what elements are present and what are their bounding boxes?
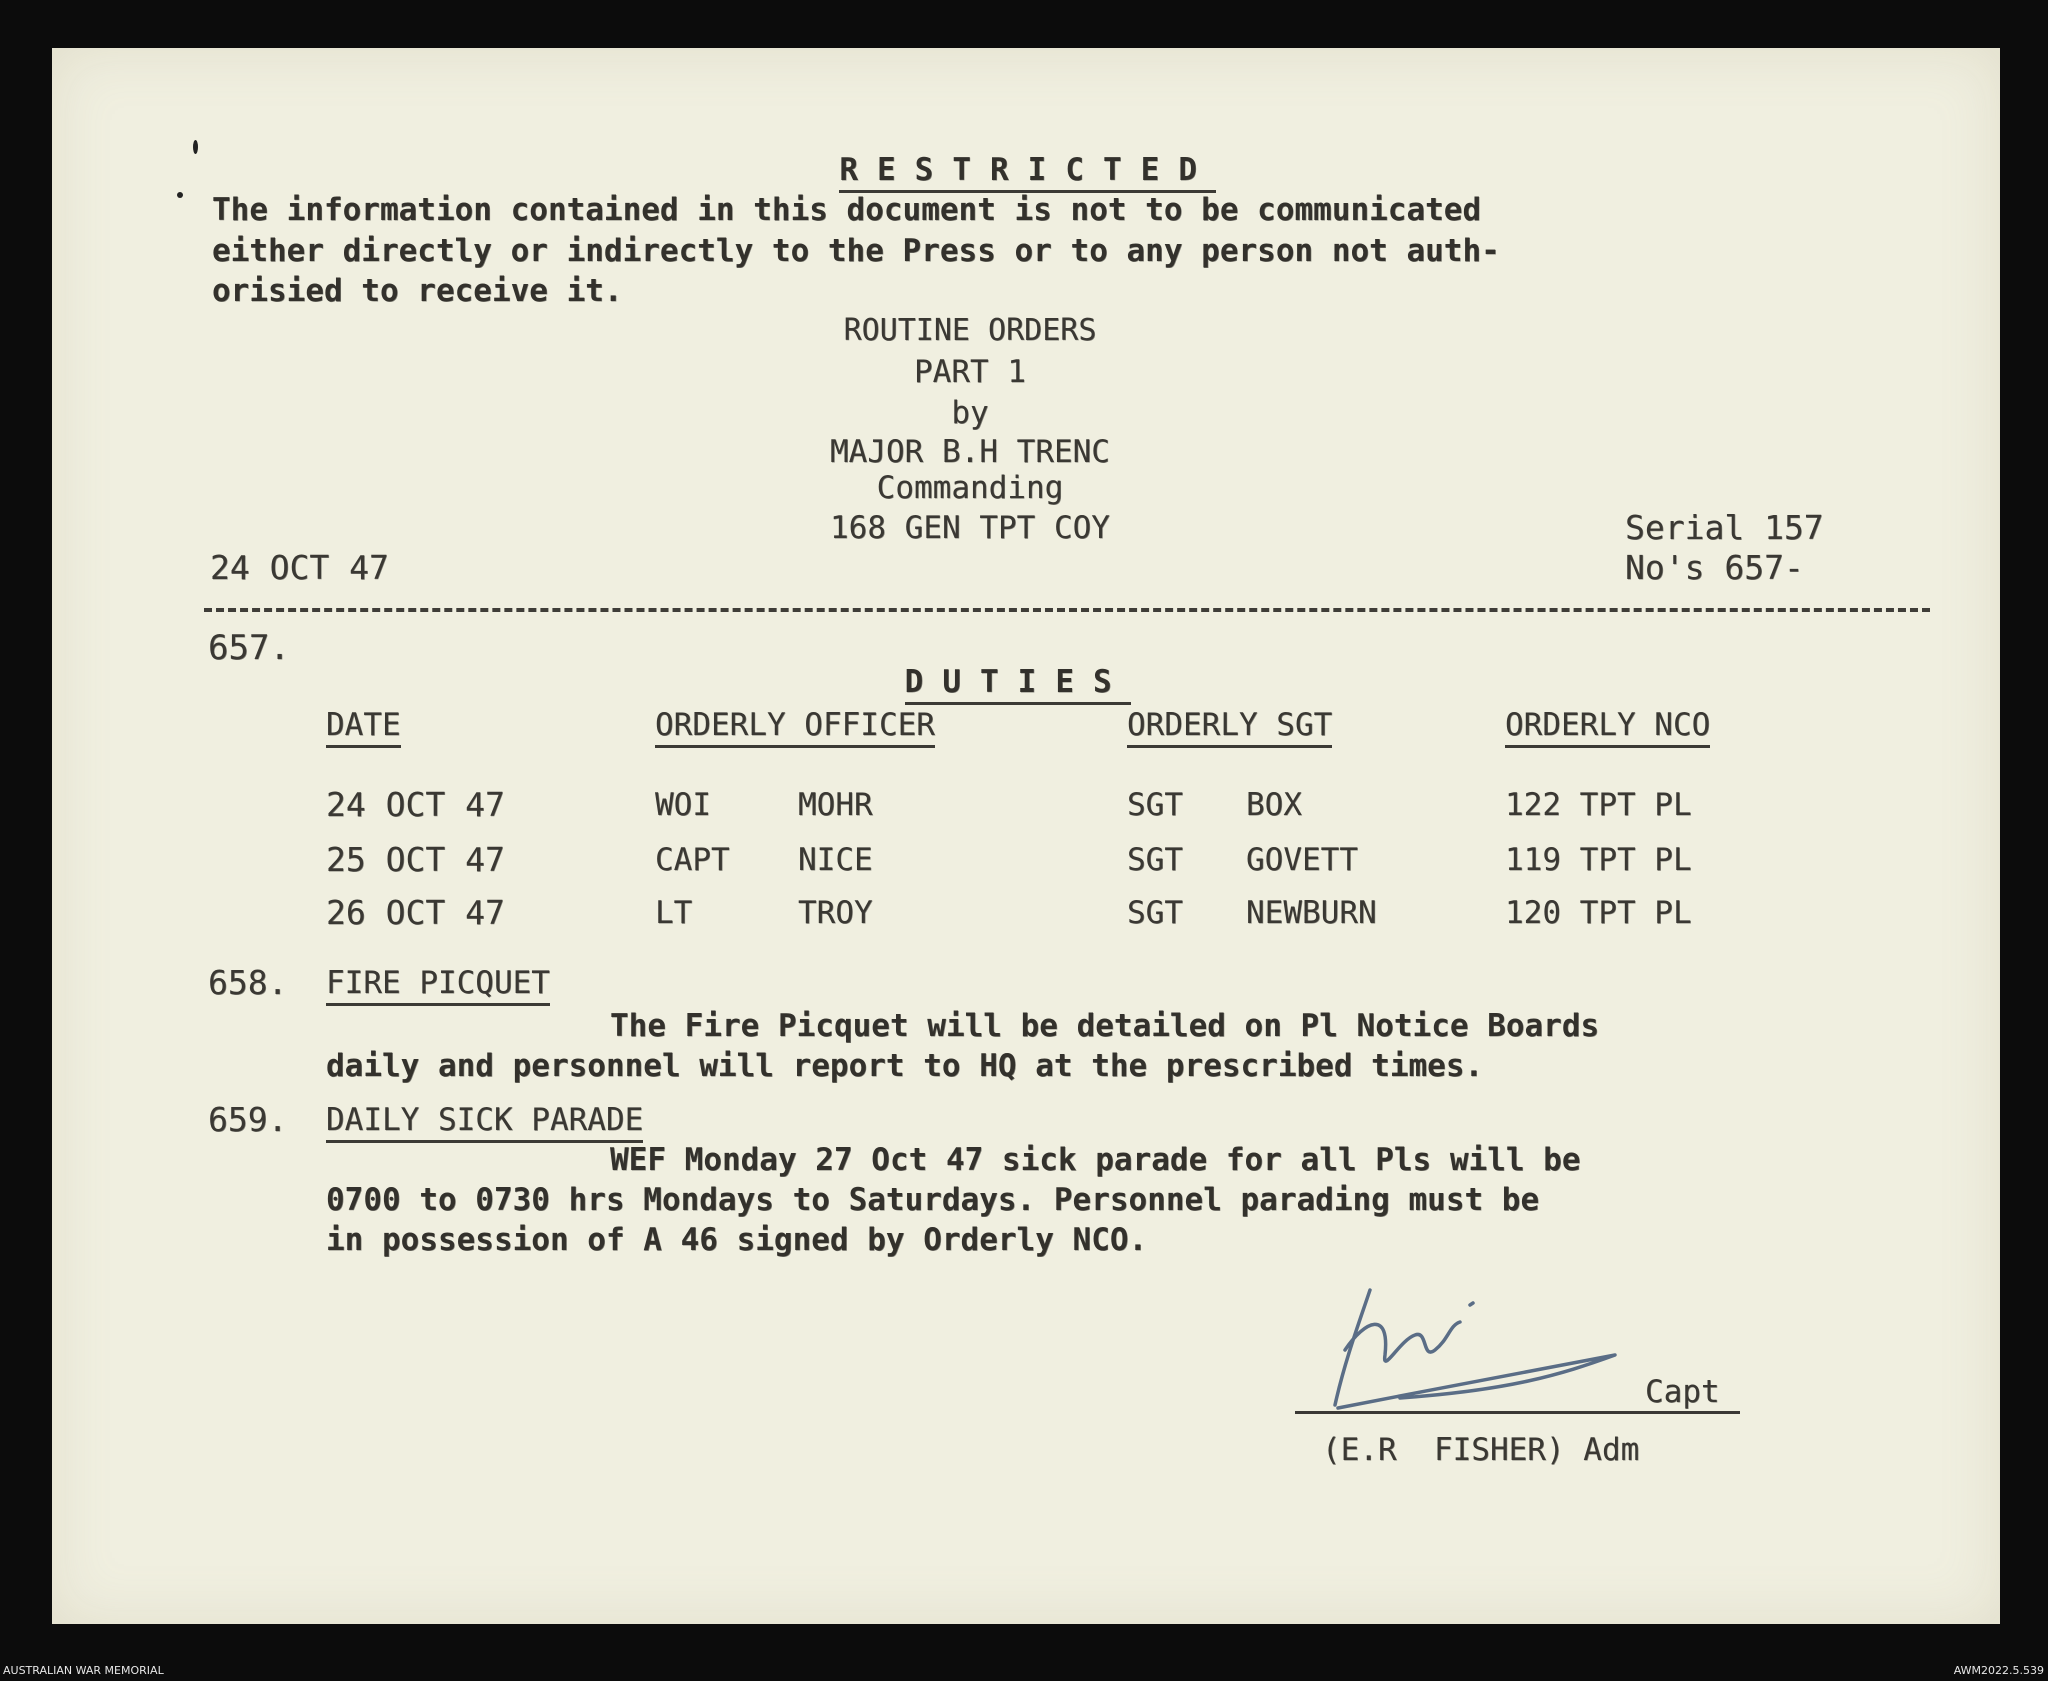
row-sgt-rank: SGT bbox=[1127, 842, 1183, 878]
sick-parade-heading bbox=[326, 1100, 643, 1140]
signatory-name: (E.R FISHER) Adm bbox=[1322, 1432, 1640, 1468]
handwritten-signature bbox=[1310, 1280, 1640, 1420]
sick-parade-line-1: WEF Monday 27 Oct 47 sick parade for all Pls will be bbox=[610, 1142, 1581, 1178]
row-sgt-name: BOX bbox=[1246, 787, 1302, 823]
row-date: 24 OCT 47 bbox=[326, 785, 505, 824]
sick-parade-line-2: 0700 to 0730 hrs Mondays to Saturdays. Personnel parading must be bbox=[326, 1182, 1540, 1218]
row-sgt-rank: SGT bbox=[1127, 895, 1183, 931]
row-date: 26 OCT 47 bbox=[326, 893, 505, 932]
column-header-sgt-label: ORDERLY SGT bbox=[1127, 707, 1332, 748]
fire-picquet-line-1: The Fire Picquet will be detailed on Pl Notice Boards bbox=[610, 1008, 1600, 1044]
heading-unit: 168 GEN TPT COY bbox=[830, 510, 1110, 546]
ink-mark bbox=[177, 192, 183, 198]
row-nco: 119 TPT PL bbox=[1505, 842, 1692, 878]
item-number-659: 659. bbox=[208, 1100, 288, 1139]
classification-text: RESTRICTED bbox=[839, 152, 1216, 193]
column-header-sgt bbox=[1127, 705, 1332, 745]
sick-parade-line-3: in possession of A 46 signed by Orderly NCO. bbox=[326, 1222, 1148, 1258]
heading-commander: MAJOR B.H TRENC bbox=[830, 434, 1110, 470]
fire-picquet-title: FIRE PICQUET bbox=[326, 965, 550, 1006]
notice-line-1: The information contained in this document is not to be communicated bbox=[212, 192, 1482, 228]
heading-by: by bbox=[951, 395, 989, 431]
row-officer-name: MOHR bbox=[798, 787, 873, 823]
column-header-officer bbox=[655, 705, 935, 745]
row-officer-rank: WOI bbox=[655, 787, 711, 823]
row-officer-name: NICE bbox=[798, 842, 873, 878]
sick-parade-title: DAILY SICK PARADE bbox=[326, 1102, 643, 1143]
order-numbers: No's 657- bbox=[1625, 548, 1804, 587]
heading-part: PART 1 bbox=[914, 354, 1026, 390]
row-nco: 120 TPT PL bbox=[1505, 895, 1692, 931]
order-date: 24 OCT 47 bbox=[210, 548, 389, 587]
item-number-658: 658. bbox=[208, 963, 288, 1002]
heading-routine-orders: ROUTINE ORDERS bbox=[843, 313, 1097, 348]
column-header-date bbox=[326, 705, 401, 745]
item-number-657: 657. bbox=[208, 628, 290, 668]
row-date: 25 OCT 47 bbox=[326, 840, 505, 879]
signatory-rank: Capt bbox=[1645, 1374, 1720, 1410]
ink-mark bbox=[193, 140, 198, 154]
fire-picquet-heading bbox=[326, 963, 550, 1003]
fire-picquet-line-2: daily and personnel will report to HQ at the prescribed times. bbox=[326, 1048, 1484, 1084]
heading-commanding: Commanding bbox=[876, 470, 1064, 506]
classification-heading bbox=[690, 110, 1290, 190]
row-officer-name: TROY bbox=[798, 895, 873, 931]
column-header-nco bbox=[1505, 705, 1710, 745]
column-header-date-label: DATE bbox=[326, 707, 401, 748]
duties-heading bbox=[780, 622, 1180, 702]
row-sgt-rank: SGT bbox=[1127, 787, 1183, 823]
row-officer-rank: CAPT bbox=[655, 842, 730, 878]
row-sgt-name: NEWBURN bbox=[1246, 895, 1377, 931]
notice-line-2: either directly or indirectly to the Press or to any person not auth- bbox=[212, 233, 1500, 269]
row-officer-rank: LT bbox=[655, 895, 693, 931]
serial-number: Serial 157 bbox=[1625, 508, 1824, 547]
archive-credit: AUSTRALIAN WAR MEMORIAL bbox=[3, 1664, 164, 1677]
notice-line-3: orisied to receive it. bbox=[212, 273, 623, 309]
section-divider bbox=[204, 608, 1930, 612]
duties-title: DUTIES bbox=[905, 664, 1131, 705]
column-header-officer-label: ORDERLY OFFICER bbox=[655, 707, 935, 748]
column-header-nco-label: ORDERLY NCO bbox=[1505, 707, 1710, 748]
row-nco: 122 TPT PL bbox=[1505, 787, 1692, 823]
row-sgt-name: GOVETT bbox=[1246, 842, 1358, 878]
archive-reference: AWM2022.5.539 bbox=[1953, 1664, 2044, 1677]
